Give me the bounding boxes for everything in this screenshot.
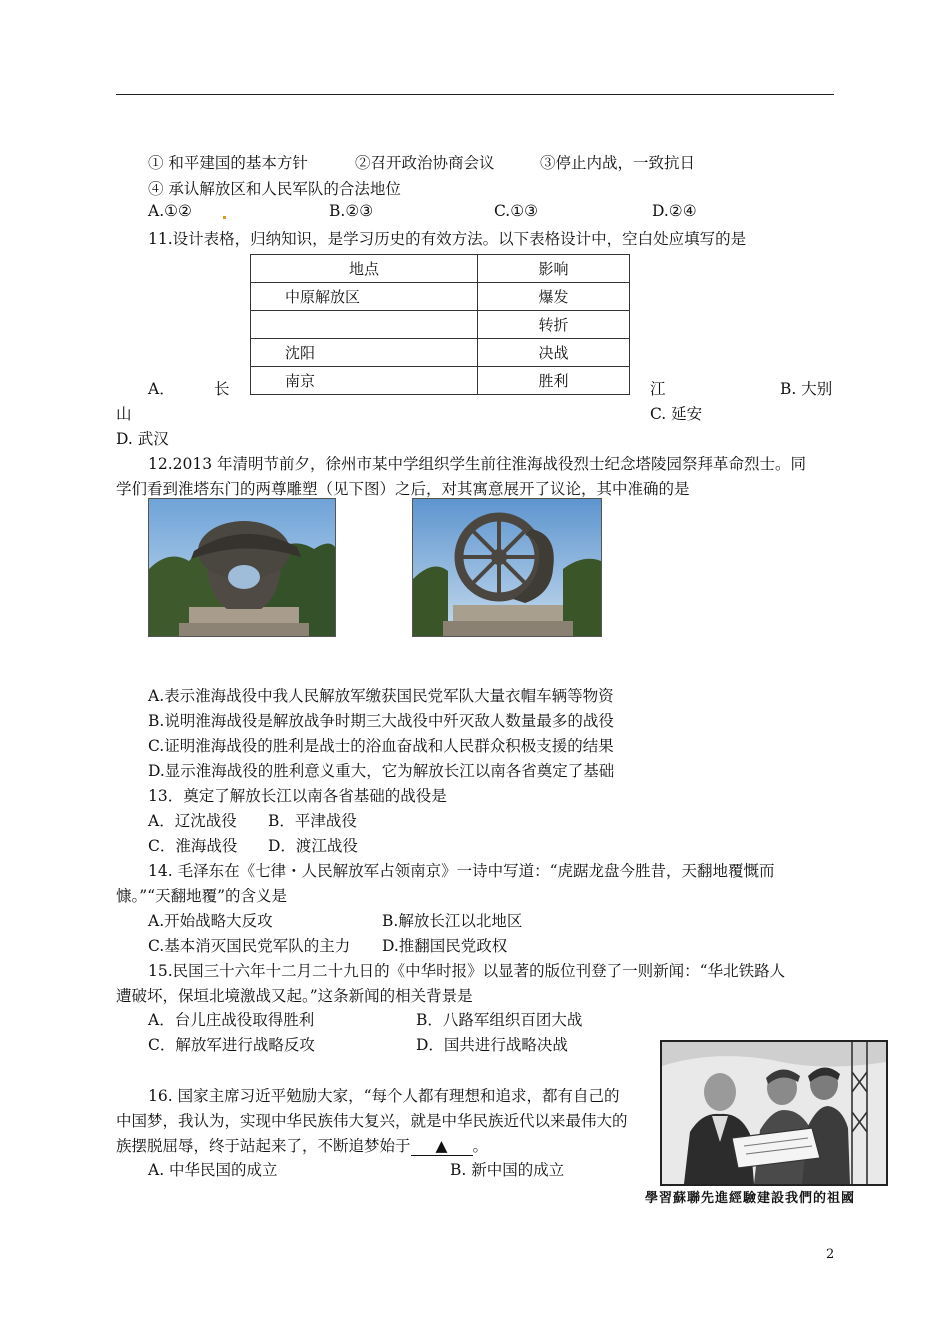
q12-option-c: C.证明淮海战役的胜利是战士的浴血奋战和人民群众积极支援的结果 [148,737,614,755]
q11-option-a-char1: 长 [214,380,230,398]
answer-blank: ▲ [411,1137,473,1156]
q13-option-c: C．淮海战役 [148,837,238,855]
q16-stem-line1: 16. 国家主席习近平勉励大家，“每个人都有理想和追求，都有自己的 [148,1087,620,1105]
table-row [251,311,630,339]
q13-option-a: A．辽沈战役 [148,812,237,830]
page-number: 2 [826,1247,835,1262]
q11-option-c: C. 延安 [650,405,703,423]
q12-option-a: A.表示淮海战役中我人民解放军缴获国民党军队大量衣帽车辆等物资 [148,687,614,705]
table-cell: 胜利 [478,367,630,395]
header-rule [116,94,834,95]
q15-option-a: A．台儿庄战役取得胜利 [148,1011,315,1029]
table-row [251,283,630,311]
wheel-sculpture-photo [412,498,602,637]
q16-option-b: B. 新中国的成立 [450,1161,565,1179]
q14-stem-line2: 慷。”“天翻地覆”的含义是 [116,887,288,905]
q10-item-1: ① 和平建国的基本方针 [148,154,308,172]
table-cell-blank [251,311,478,339]
q16-stem-text: 族摆脱屈辱，终于站起来了，不断追梦始于 [116,1137,411,1155]
poster-caption: 學習蘇聯先進經驗建設我們的祖國 [645,1191,856,1206]
table-cell: 中原解放区 [251,283,478,311]
table-cell: 南京 [251,367,478,395]
table-header-cell: 影响 [478,255,630,283]
q16-stem-line2: 中国梦，我认为，实现中华民族伟大复兴，就是中华民族近代以来最伟大的 [116,1112,628,1130]
q15-option-d: D．国共进行战略决战 [416,1036,568,1054]
q11-table [250,254,630,395]
table-header-cell: 地点 [251,255,478,283]
q11-option-b-wrap: 山 [116,405,132,423]
q10-item-4: ④ 承认解放区和人民军队的合法地位 [148,180,401,198]
table-row [251,339,630,367]
q13-stem: 13．奠定了解放长江以南各省基础的战役是 [148,787,447,805]
ink-mark [223,216,226,219]
q10-option-d: D.②④ [652,202,697,220]
table-cell: 决战 [478,339,630,367]
q12-option-b: B.说明淮海战役是解放战争时期三大战役中歼灭敌人数量最多的战役 [148,712,614,730]
q16-stem-end: 。 [472,1137,489,1155]
q12-stem-line2: 学们看到淮塔东门的两尊雕塑（见下图）之后，对其寓意展开了议论，其中准确的是 [116,480,690,498]
q14-option-c: C.基本消灭国民党军队的主力 [148,937,351,955]
q13-option-b: B．平津战役 [268,812,357,830]
q11-stem: 11.设计表格，归纳知识，是学习历史的有效方法。以下表格设计中，空白处应填写的是 [148,230,747,248]
q14-option-b: B.解放长江以北地区 [382,912,523,930]
table-row [251,367,630,395]
q11-option-d: D. 武汉 [116,430,169,448]
q10-item-2: ②召开政治协商会议 [355,154,495,172]
q11-option-a-char2: 江 [650,380,666,398]
table-header-row [251,255,630,283]
q13-option-d: D．渡江战役 [268,837,358,855]
q15-option-b: B．八路军组织百团大战 [416,1011,583,1029]
q14-option-d: D.推翻国民党政权 [382,937,508,955]
q12-stem-line1: 12.2013 年清明节前夕，徐州市某中学组织学生前往淮海战役烈士纪念塔陵园祭拜革命烈士。同 [148,455,807,473]
helmet-sculpture-photo [148,498,336,637]
q12-option-d: D.显示淮海战役的胜利意义重大，它为解放长江以南各省奠定了基础 [148,762,615,780]
q10-option-a: A.①② [148,202,192,220]
q10-item-3: ③停止内战，一致抗日 [540,154,696,172]
q10-option-b: B.②③ [329,202,374,220]
q11-option-b: B. 大别 [780,380,833,398]
q15-stem-line1: 15.民国三十六年十二月二十九日的《中华时报》以显著的版位刊登了一则新闻：“华北铁路人 [148,962,786,980]
q16-option-a: A. 中华民国的成立 [148,1161,278,1179]
soviet-experience-poster [660,1040,888,1186]
q10-option-c: C.①③ [494,202,539,220]
table-cell: 转折 [478,311,630,339]
q15-option-c: C．解放军进行战略反攻 [148,1036,315,1054]
q14-stem-line1: 14. 毛泽东在《七律・人民解放军占领南京》一诗中写道：“虎踞龙盘今胜昔，天翻地覆慨而 [148,862,775,880]
q16-stem-line3 [116,1134,488,1156]
q14-option-a: A.开始战略大反攻 [148,912,273,930]
q11-option-a-label: A． [148,380,175,398]
q15-stem-line2: 遭破坏，保垣北境激战又起。”这条新闻的相关背景是 [116,987,473,1005]
table-cell: 爆发 [478,283,630,311]
table-cell: 沈阳 [251,339,478,367]
